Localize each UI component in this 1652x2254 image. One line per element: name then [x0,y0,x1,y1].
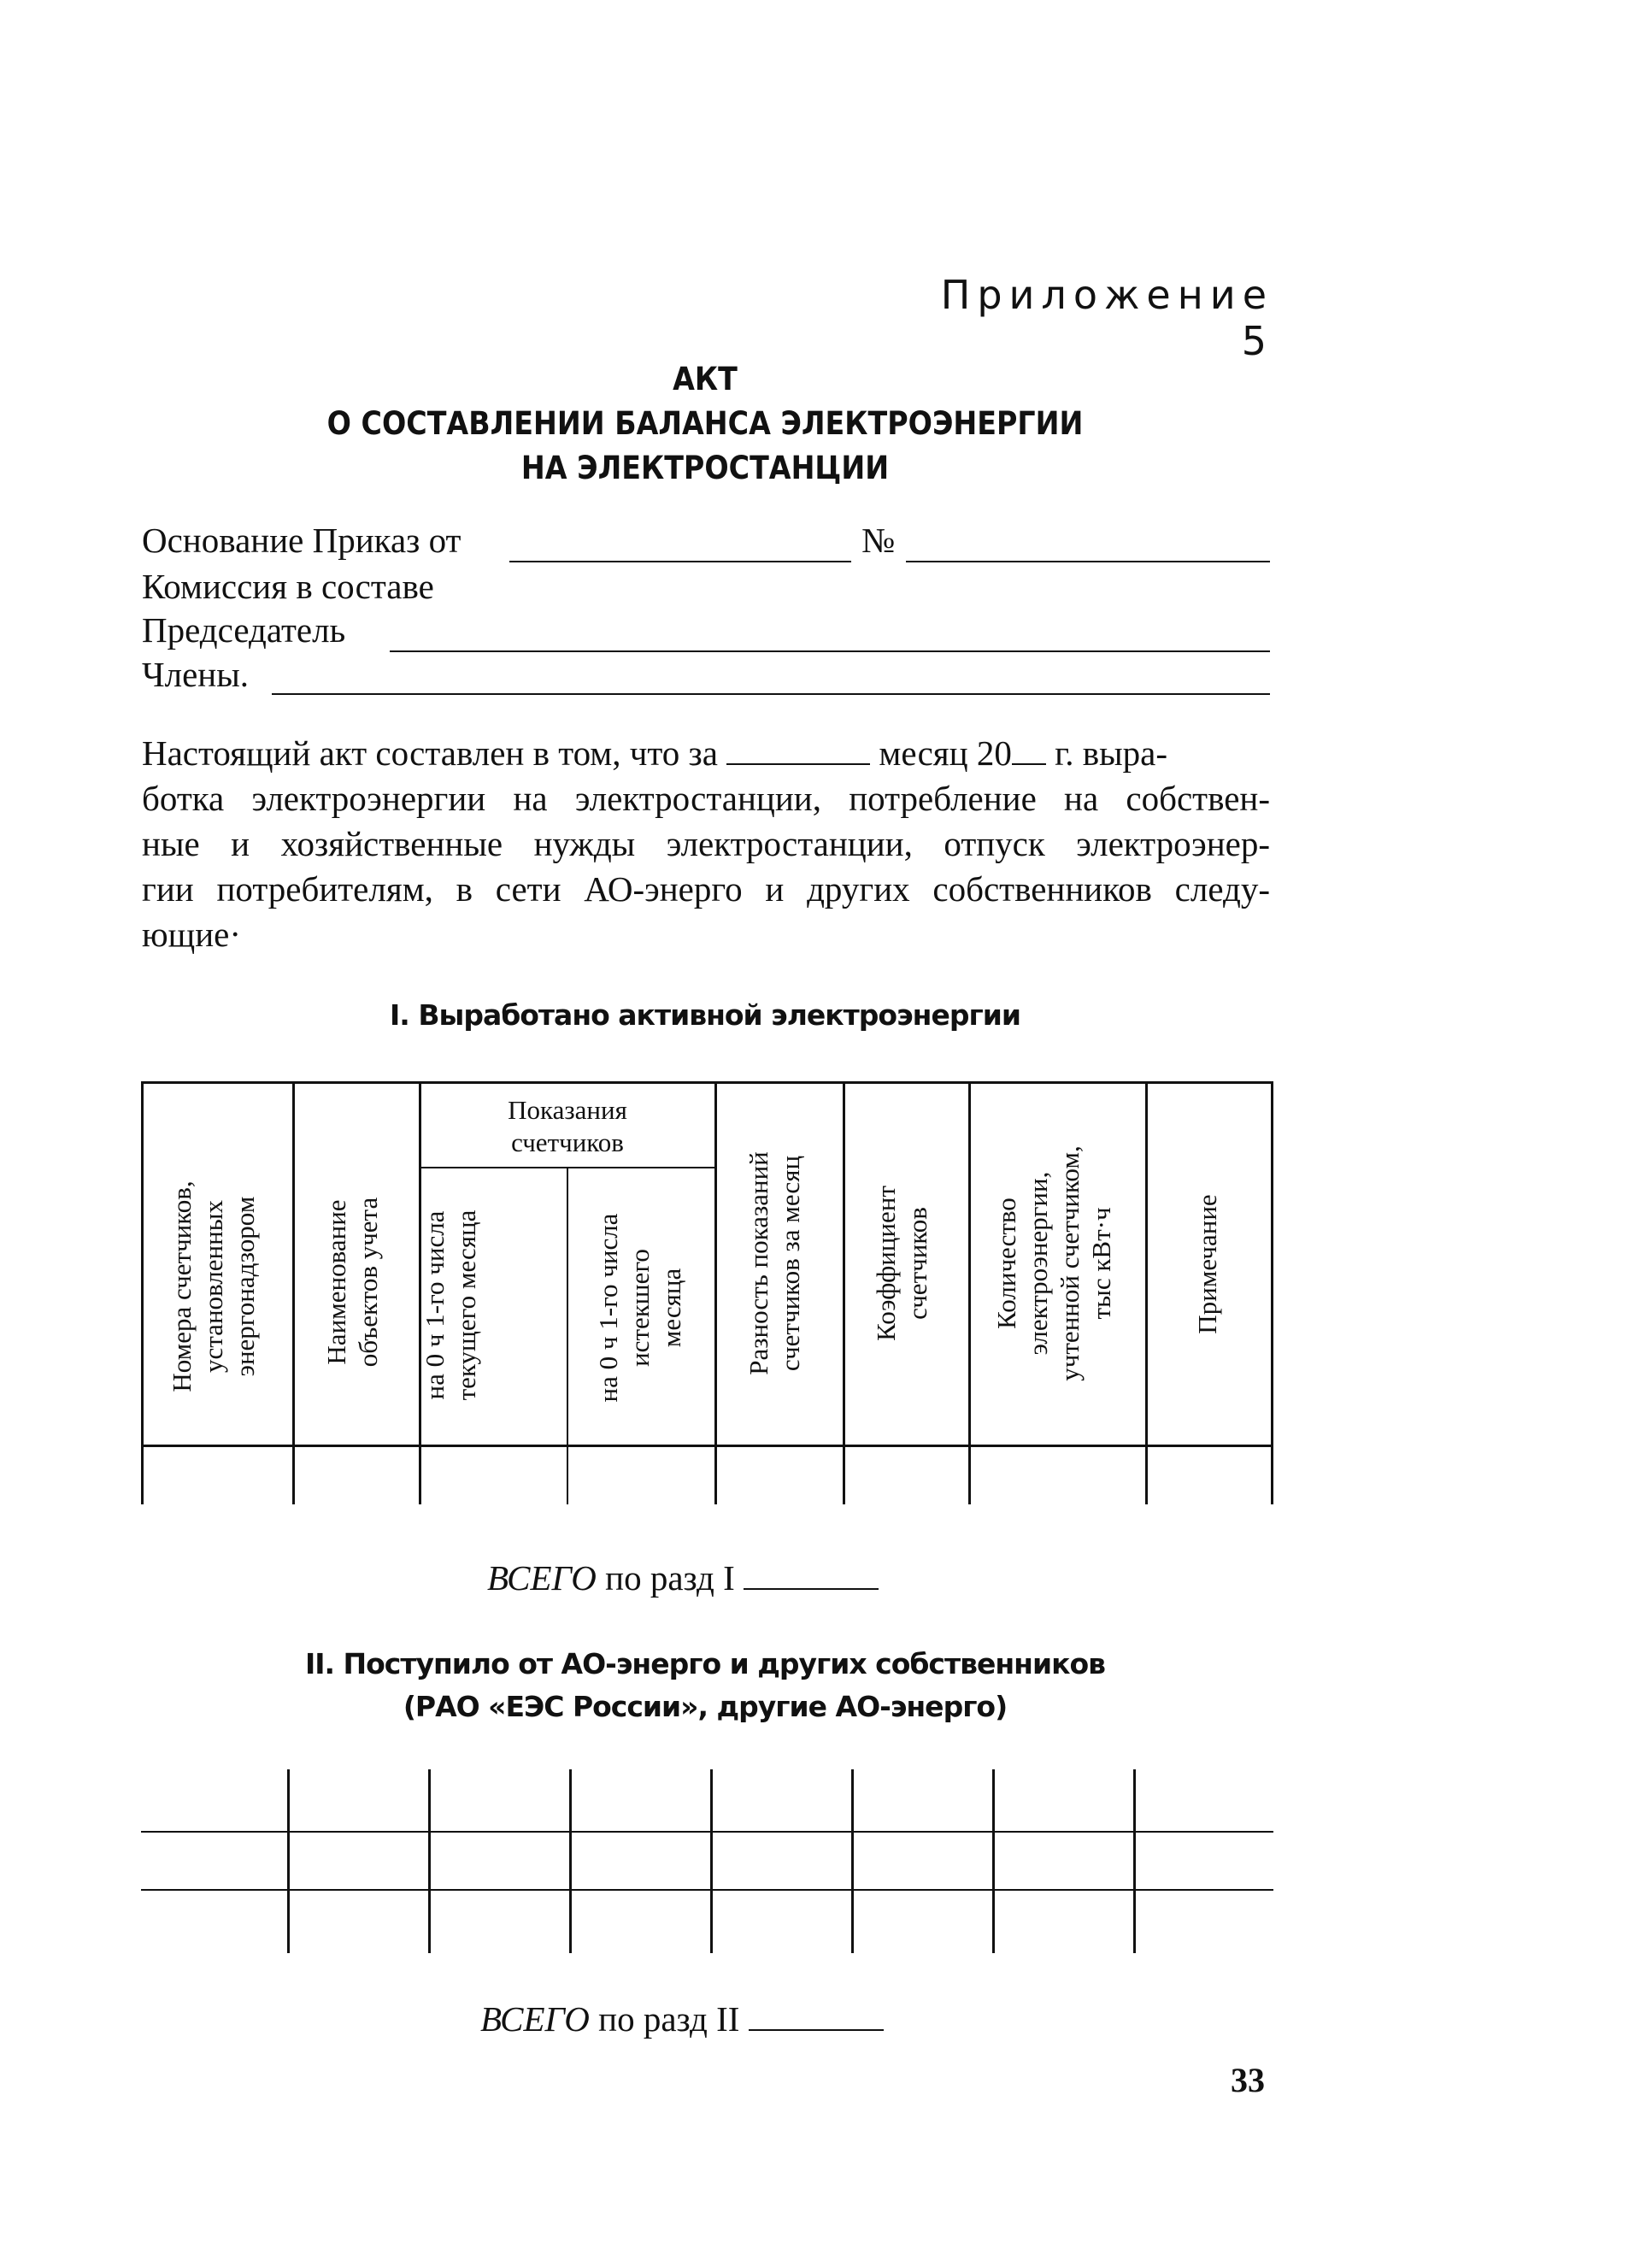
appendix-label: Приложение 5 [940,272,1273,364]
para-line-5: ющие· [142,915,241,954]
number-label: № [861,521,896,560]
s2-col-line-1 [287,1769,290,1953]
group-header-readings: Показания счетчиков [508,1095,627,1157]
section-2-total-blank [749,2028,884,2031]
title-line-1: АКТ [673,361,738,397]
section-2-total-label: по разд II [598,1999,740,2039]
commission-label: Комиссия в составе [142,567,434,606]
s2-row-line-1 [141,1831,1273,1833]
col-header-current-month: на 0 ч 1-го числа текущего месяца [420,1209,481,1401]
para-line-1b: месяц 20 [879,733,1012,773]
col-header-difference: Разность показаний счетчиков за месяц [744,1151,805,1375]
page-number: 33 [1231,2061,1265,2099]
section-2-total-italic: ВСЕГО [480,1999,590,2039]
basis-label: Основание Приказ от [142,521,462,560]
col-header-object-name: Наименование объектов учета [321,1197,383,1368]
col-header-energy-quantity: Количество электроэнергии, учтенной счетчиком, тыс кВт·ч [991,1145,1116,1381]
section-2-heading-line-1: II. Поступило от АО-энерго и других собственников [304,1647,1106,1680]
title-line-3: НА ЭЛЕКТРОСТАНЦИИ [520,450,890,486]
section-1-heading: I. Выработано активной электроэнергии [390,998,1020,1032]
section-2-total [480,1998,884,2039]
members-label: Члены. [142,655,250,694]
col-header-previous-month: на 0 ч 1-го числа истекшего месяца [593,1213,686,1403]
para-line-1a: Настоящий акт составлен в том, что за [142,733,718,773]
s2-col-line-4 [710,1769,713,1953]
section-2-heading-line-2: (РАО «ЕЭС России», другие АО-энерго) [403,1690,1008,1723]
chairman-label: Председатель [142,610,346,650]
s2-row-line-2 [141,1889,1273,1891]
s2-col-line-5 [851,1769,854,1953]
para-line-2: ботка электроэнергии на электростанции, потребление на собствен- [142,779,1270,818]
s2-col-line-2 [428,1769,431,1953]
s2-col-line-7 [1133,1769,1136,1953]
title-line-2: О СОСТАВЛЕНИИ БАЛАНСА ЭЛЕКТРОЭНЕРГИИ [326,405,1084,442]
col-header-note: Примечание [1192,1194,1222,1334]
s2-col-line-6 [992,1769,995,1953]
section-1-total-label: по разд I [605,1558,735,1598]
para-line-1c: г. выра- [1055,733,1168,773]
s2-col-line-3 [569,1769,572,1953]
para-line-3: ные и хозяйственные нужды электростанции, отпуск электроэнер- [142,824,1270,863]
col-header-coefficient: Коэффициент счетчиков [871,1186,932,1341]
col-header-meter-numbers: Номера счетчиков, установленных энергонадзором [167,1180,260,1392]
section-1-total-italic: ВСЕГО [487,1558,597,1598]
para-line-4: гии потребителям, в сети АО-энерго и других собственников следу- [142,869,1270,909]
